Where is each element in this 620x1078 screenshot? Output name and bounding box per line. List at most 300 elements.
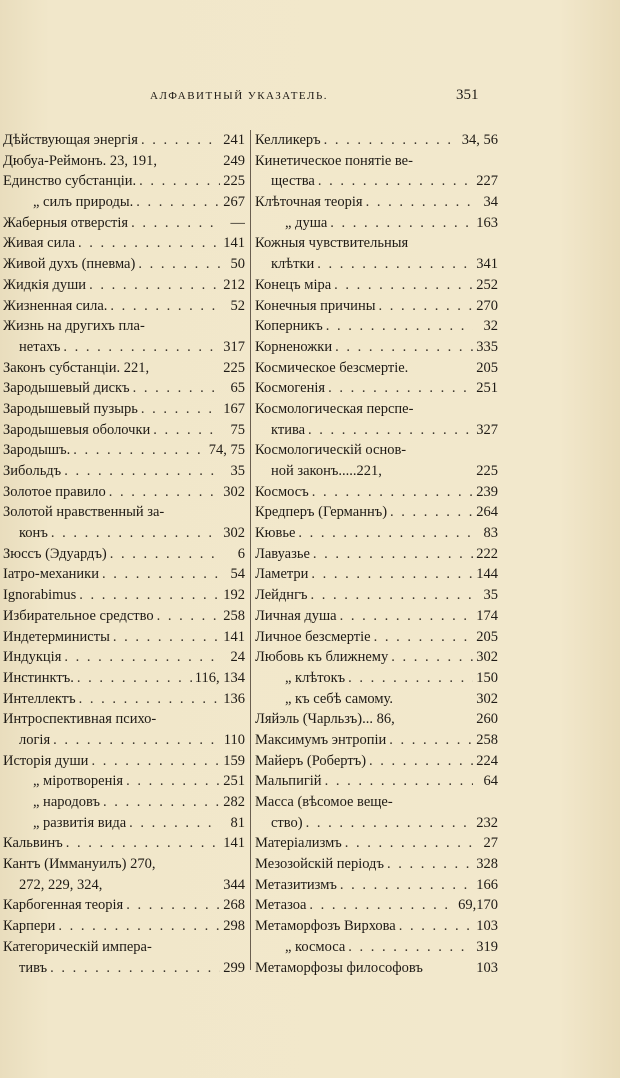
- index-entry: [255, 171, 498, 192]
- index-page-ref: 167: [223, 400, 245, 417]
- index-entry: [3, 544, 245, 565]
- leader-dots: [89, 275, 220, 296]
- index-entry: [255, 337, 498, 358]
- leader-dots: [139, 171, 220, 192]
- index-entry: [255, 937, 498, 958]
- leader-dots: [326, 316, 473, 337]
- index-page-ref: 159: [223, 752, 245, 769]
- index-term: нетахъ: [19, 338, 61, 355]
- leader-dots: [129, 813, 220, 834]
- index-term: Космологическая перспе-: [255, 400, 414, 417]
- index-page-ref: 27: [483, 835, 498, 852]
- leader-dots: [51, 523, 220, 544]
- index-page-ref: 205: [476, 628, 498, 645]
- index-entry: [3, 709, 245, 730]
- index-entry: [255, 213, 498, 234]
- index-page-ref: 64: [483, 773, 498, 790]
- leader-dots: [50, 958, 220, 979]
- index-term: Зибольдъ: [3, 463, 62, 479]
- leader-dots: [334, 275, 473, 296]
- index-term: Лавуазье: [255, 545, 310, 562]
- index-entry: [255, 502, 498, 523]
- leader-dots: [63, 337, 220, 358]
- leader-dots: [391, 647, 473, 668]
- index-term: 272, 229, 324,: [19, 876, 103, 893]
- index-term: ктива: [271, 421, 306, 438]
- leader-dots: [113, 627, 220, 648]
- index-entry: [255, 420, 498, 441]
- index-entry: [255, 958, 498, 979]
- leader-dots: [79, 585, 220, 606]
- index-term: Іатро-механики: [3, 566, 99, 583]
- index-term: Кинетическое понятіе ве-: [255, 152, 413, 169]
- index-entry: [3, 730, 245, 751]
- index-term: Келликеръ: [255, 132, 321, 148]
- index-page-ref: 163: [476, 214, 498, 231]
- index-term: Золотой нравственный за-: [3, 504, 165, 521]
- index-term: Космосъ: [255, 483, 309, 500]
- page-number: 351: [456, 87, 479, 103]
- index-page-ref: 302: [476, 690, 498, 707]
- index-page-ref: 267: [223, 194, 245, 211]
- index-entry: [3, 192, 245, 213]
- index-page-ref: 225: [476, 463, 498, 479]
- index-term: Зародышъ.: [3, 442, 71, 459]
- index-entry: [255, 461, 498, 482]
- leader-dots: [340, 875, 473, 896]
- index-term: „ клѣтокъ: [285, 669, 346, 686]
- index-entry: [255, 316, 498, 337]
- index-entry: [3, 151, 245, 172]
- leader-dots: [73, 440, 206, 461]
- index-term: тивъ: [19, 959, 48, 976]
- index-page-ref: 69,170: [458, 897, 498, 914]
- index-term: Майеръ (Робертъ): [255, 752, 367, 769]
- running-head: АЛФАВИТНЫЙ УКАЗАТЕЛЬ.: [150, 90, 329, 102]
- index-page-ref: 166: [476, 876, 498, 893]
- index-entry: [3, 316, 245, 337]
- index-term: Кантъ (Иммануилъ) 270,: [3, 856, 156, 873]
- index-page-ref: 264: [476, 504, 498, 521]
- index-page-ref: 141: [223, 628, 245, 645]
- index-term: Индетерминисты: [3, 628, 110, 645]
- index-term: Жаберныя отверстія: [3, 214, 129, 231]
- index-entry: [3, 130, 245, 151]
- index-term: клѣтки: [271, 256, 315, 273]
- index-page-ref: 174: [476, 607, 498, 624]
- leader-dots: [309, 895, 455, 916]
- leader-dots: [348, 937, 473, 958]
- index-entry: [255, 895, 498, 916]
- index-entry: [255, 544, 498, 565]
- index-term: Дѣйствующая энергія: [3, 132, 138, 148]
- index-term: Мезозойскій періодъ: [255, 856, 384, 873]
- leader-dots: [110, 296, 220, 317]
- index-page-ref: 225: [223, 173, 245, 190]
- leader-dots: [126, 771, 220, 792]
- index-entry: [255, 233, 498, 254]
- index-page-ref: 24: [230, 649, 245, 666]
- index-page-ref: 249: [223, 152, 245, 169]
- leader-dots: [126, 895, 220, 916]
- index-term: Жизненная сила.: [3, 297, 108, 314]
- index-term: Инстинктъ.: [3, 669, 74, 686]
- index-term: Ignorabimus: [3, 587, 77, 604]
- index-page-ref: 74, 75: [208, 442, 245, 459]
- index-entry: [255, 813, 498, 834]
- leader-dots: [328, 378, 473, 399]
- index-term: Максимумъ энтропіи: [255, 731, 387, 748]
- index-term: Законъ субстанціи. 221,: [3, 359, 150, 376]
- index-entry: [255, 254, 498, 275]
- leader-dots: [311, 564, 473, 585]
- index-page-ref: 341: [476, 256, 498, 273]
- leader-dots: [369, 751, 473, 772]
- index-entry: [3, 296, 245, 317]
- index-entry: [255, 833, 498, 854]
- index-entry: [255, 482, 498, 503]
- leader-dots: [335, 337, 473, 358]
- leader-dots: [157, 606, 220, 627]
- leader-dots: [64, 461, 220, 482]
- index-entry: [3, 895, 245, 916]
- index-page-ref: 239: [476, 483, 498, 500]
- index-page-ref: 150: [476, 669, 498, 686]
- index-term: Категорическій импера-: [3, 938, 152, 955]
- index-entry: [255, 440, 498, 461]
- index-entry: [255, 192, 498, 213]
- index-term: Коперникъ: [255, 318, 323, 335]
- index-entry: [255, 875, 498, 896]
- index-entry: [255, 296, 498, 317]
- leader-dots: [324, 130, 459, 151]
- index-term: Метаморфозъ Вирхова: [255, 918, 396, 935]
- index-term: Интроспективная психо-: [3, 711, 157, 728]
- index-page-ref: 298: [223, 918, 245, 935]
- leader-dots: [308, 420, 473, 441]
- leader-dots: [77, 668, 192, 689]
- index-term: „ міротворенія: [33, 773, 124, 790]
- index-term: Золотое правило: [3, 483, 106, 500]
- index-page-ref: 224: [476, 752, 498, 769]
- index-page-ref: 54: [230, 566, 245, 583]
- leader-dots: [53, 730, 220, 751]
- index-entry: [3, 647, 245, 668]
- index-entry: [3, 585, 245, 606]
- index-page-ref: 317: [223, 338, 245, 355]
- index-entry: [255, 606, 498, 627]
- index-term: Личное безсмертіе: [255, 628, 371, 645]
- index-page-ref: 83: [483, 525, 498, 542]
- index-page-ref: 35: [483, 587, 498, 604]
- leader-dots: [387, 854, 473, 875]
- leader-dots: [298, 523, 473, 544]
- index-column-left: [3, 130, 245, 978]
- index-page-ref: 34: [483, 194, 498, 211]
- index-entry: [3, 833, 245, 854]
- leader-dots: [311, 585, 473, 606]
- leader-dots: [345, 833, 473, 854]
- index-page-ref: 81: [230, 814, 245, 831]
- index-entry: [255, 751, 498, 772]
- leader-dots: [131, 213, 220, 234]
- leader-dots: [66, 833, 220, 854]
- index-page-ref: 75: [230, 421, 245, 438]
- index-term: Дюбуа-Реймонъ. 23, 191,: [3, 152, 157, 169]
- index-entry: [3, 627, 245, 648]
- index-term: Зародышевыя оболочки: [3, 421, 151, 438]
- index-page-ref: 258: [476, 731, 498, 748]
- index-term: Жидкія души: [3, 276, 87, 293]
- index-page-ref: 251: [223, 773, 245, 790]
- index-page-ref: 222: [476, 545, 498, 562]
- index-page-ref: 241: [223, 132, 245, 148]
- index-page-ref: 251: [476, 380, 498, 397]
- index-entry: [3, 606, 245, 627]
- index-page-ref: 6: [237, 545, 245, 562]
- index-page-ref: 110: [223, 731, 245, 748]
- index-term: Конецъ міра: [255, 276, 332, 293]
- index-page-ref: 258: [223, 607, 245, 624]
- leader-dots: [374, 627, 473, 648]
- index-entry: [3, 461, 245, 482]
- index-entry: [255, 358, 498, 379]
- index-page-ref: —: [230, 214, 245, 231]
- index-entry: [255, 399, 498, 420]
- leader-dots: [102, 564, 220, 585]
- index-entry: [3, 792, 245, 813]
- index-term: Личная душа: [255, 607, 337, 624]
- index-term: Живой духъ (пневма): [3, 256, 136, 273]
- leader-dots: [91, 751, 220, 772]
- leader-dots: [58, 916, 220, 937]
- leader-dots: [317, 254, 473, 275]
- leader-dots: [312, 482, 473, 503]
- index-entry: [255, 564, 498, 585]
- leader-dots: [109, 482, 220, 503]
- leader-dots: [141, 130, 220, 151]
- index-entry: [3, 502, 245, 523]
- leader-dots: [389, 730, 473, 751]
- index-entry: [3, 233, 245, 254]
- index-term: Избирательное средство: [3, 607, 154, 624]
- index-page-ref: 192: [223, 587, 245, 604]
- index-term: Конечныя причины: [255, 297, 376, 314]
- leader-dots: [103, 792, 220, 813]
- leader-dots: [138, 254, 220, 275]
- index-term: Карбогенная теорія: [3, 897, 124, 914]
- leader-dots: [340, 606, 473, 627]
- index-page-ref: 225: [223, 359, 245, 376]
- index-term: Карпери: [3, 918, 56, 935]
- index-term: Мальпигій: [255, 773, 322, 790]
- index-page-ref: 268: [223, 897, 245, 914]
- leader-dots: [366, 192, 473, 213]
- index-term: Метазитизмъ: [255, 876, 337, 893]
- index-entry: [3, 482, 245, 503]
- leader-dots: [153, 420, 220, 441]
- index-term: конъ: [19, 525, 48, 542]
- leader-dots: [79, 689, 220, 710]
- index-term: логія: [19, 731, 51, 748]
- index-term: Кредперъ (Германнъ): [255, 504, 388, 521]
- index-entry: [255, 647, 498, 668]
- leader-dots: [136, 192, 220, 213]
- leader-dots: [325, 771, 473, 792]
- index-term: Интеллектъ: [3, 690, 76, 707]
- index-page-ref: 335: [476, 338, 498, 355]
- index-term: Ламетри: [255, 566, 309, 583]
- index-term: Масса (вѣсомое веще-: [255, 794, 393, 810]
- index-term: Жизнь на другихъ пла-: [3, 318, 145, 335]
- index-page-ref: 103: [476, 918, 498, 935]
- index-entry: [255, 585, 498, 606]
- index-entry: [255, 854, 498, 875]
- index-entry: [3, 171, 245, 192]
- index-entry: [255, 151, 498, 172]
- index-entry: [3, 523, 245, 544]
- leader-dots: [110, 544, 220, 565]
- index-term: Зародышевый пузырь: [3, 400, 138, 417]
- index-entry: [3, 378, 245, 399]
- index-page-ref: 299: [223, 959, 245, 976]
- index-entry: [3, 399, 245, 420]
- index-entry: [255, 668, 498, 689]
- leader-dots: [330, 213, 473, 234]
- index-term: Ляйэль (Чарльзъ)... 86,: [255, 711, 395, 728]
- index-term: Метаморфозы философовъ: [255, 959, 423, 976]
- index-term: Индукція: [3, 649, 62, 666]
- index-entry: [3, 875, 245, 896]
- leader-dots: [318, 171, 473, 192]
- index-entry: [3, 213, 245, 234]
- index-term: Космогенія: [255, 380, 326, 397]
- index-page-ref: 282: [223, 794, 245, 810]
- index-page-ref: 65: [230, 380, 245, 397]
- index-entry: [255, 709, 498, 730]
- index-term: Корненожки: [255, 338, 333, 355]
- index-term: Лейднгъ: [255, 587, 308, 604]
- leader-dots: [390, 502, 473, 523]
- leader-dots: [133, 378, 220, 399]
- index-entry: [3, 564, 245, 585]
- index-page-ref: 52: [230, 297, 245, 314]
- index-page-ref: 260: [476, 711, 498, 728]
- index-entry: [3, 916, 245, 937]
- index-term: Зюссъ (Эдуардъ): [3, 545, 107, 562]
- index-page-ref: 116, 134: [194, 669, 245, 686]
- index-page-ref: 344: [223, 876, 245, 893]
- index-term: Кожныя чувствительныя: [255, 235, 409, 252]
- index-term: Метазоа: [255, 897, 307, 914]
- index-entry: [3, 958, 245, 979]
- index-page-ref: 35: [230, 463, 245, 479]
- index-page-ref: 227: [476, 173, 498, 190]
- index-term: Единство субстанціи.: [3, 173, 137, 190]
- index-entry: [255, 730, 498, 751]
- index-entry: [3, 337, 245, 358]
- index-entry: [255, 130, 498, 151]
- leader-dots: [78, 233, 220, 254]
- index-page-ref: 319: [476, 938, 498, 955]
- index-entry: [3, 854, 245, 875]
- index-entry: [3, 275, 245, 296]
- index-entry: [3, 358, 245, 379]
- index-term: „ силъ природы.: [33, 194, 134, 211]
- index-column-right: [255, 130, 498, 978]
- index-page-ref: 327: [476, 421, 498, 438]
- index-page-ref: 212: [223, 276, 245, 293]
- index-term: „ космоса: [285, 938, 346, 955]
- index-page-ref: 141: [223, 835, 245, 852]
- leader-dots: [64, 647, 220, 668]
- index-page-ref: 302: [223, 525, 245, 542]
- index-entry: [255, 916, 498, 937]
- index-term: Клѣточная теорія: [255, 194, 363, 211]
- index-page-ref: 141: [223, 235, 245, 252]
- index-term: Матеріализмъ: [255, 835, 342, 852]
- leader-dots: [141, 399, 220, 420]
- index-page-ref: 232: [476, 814, 498, 831]
- index-entry: [255, 523, 498, 544]
- column-divider: [250, 130, 251, 970]
- index-page-ref: 144: [476, 566, 498, 583]
- index-term: Зародышевый дискъ: [3, 380, 130, 397]
- index-entry: [3, 420, 245, 441]
- leader-dots: [378, 296, 473, 317]
- index-entry: [255, 627, 498, 648]
- index-entry: [3, 689, 245, 710]
- index-entry: [3, 254, 245, 275]
- index-page-ref: 328: [476, 856, 498, 873]
- index-entry: [255, 792, 498, 813]
- index-entry: [3, 937, 245, 958]
- index-entry: [255, 771, 498, 792]
- index-page-ref: 302: [476, 649, 498, 666]
- index-entry: [3, 813, 245, 834]
- index-term: „ народовъ: [33, 794, 100, 810]
- index-entry: [255, 378, 498, 399]
- index-term: „ развитія вида: [33, 814, 127, 831]
- index-page-ref: 302: [223, 483, 245, 500]
- index-page-ref: 252: [476, 276, 498, 293]
- leader-dots: [348, 668, 473, 689]
- index-term: ство): [271, 814, 303, 831]
- index-term: щества: [271, 173, 315, 190]
- index-term: Кальвинъ: [3, 835, 63, 852]
- index-entry: [3, 751, 245, 772]
- index-term: Живая сила: [3, 235, 76, 252]
- leader-dots: [399, 916, 473, 937]
- index-term: Космологическій основ-: [255, 442, 407, 459]
- index-term: Кювье: [255, 525, 296, 542]
- index-term: „ душа: [285, 214, 328, 231]
- index-term: Любовь къ ближнему: [255, 649, 389, 666]
- index-term: ной законъ.....221,: [271, 463, 382, 479]
- index-page-ref: 50: [230, 256, 245, 273]
- index-entry: [255, 275, 498, 296]
- index-entry: [255, 689, 498, 710]
- index-term: „ къ себѣ самому.: [285, 690, 393, 707]
- index-page-ref: 103: [476, 959, 498, 976]
- index-page-ref: 32: [483, 318, 498, 335]
- index-term: Космическое безсмертіе.: [255, 359, 409, 376]
- index-page-ref: 136: [223, 690, 245, 707]
- leader-dots: [313, 544, 473, 565]
- index-term: Исторія души: [3, 752, 89, 769]
- leader-dots: [306, 813, 473, 834]
- index-entry: [3, 668, 245, 689]
